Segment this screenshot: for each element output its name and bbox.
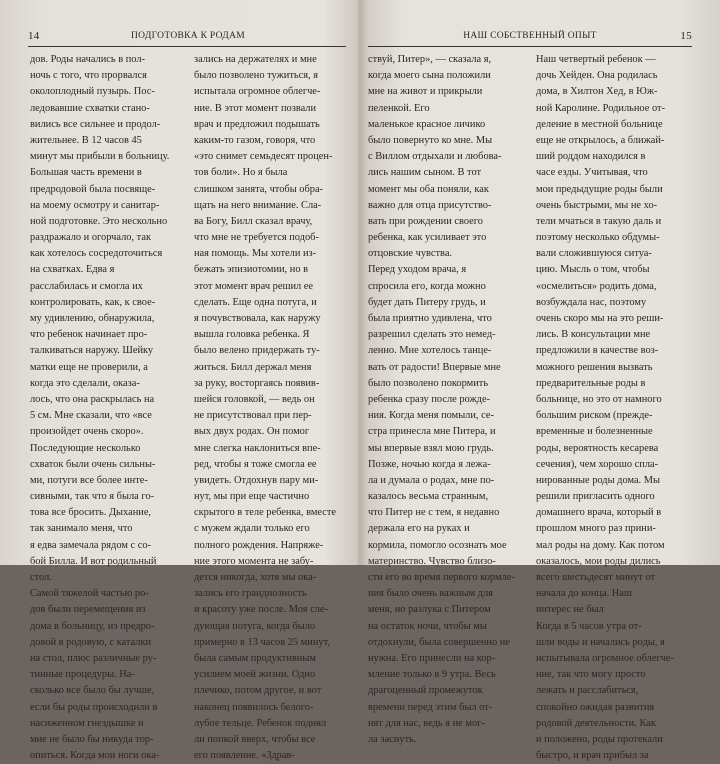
text-line: лись. В консультации мне — [536, 329, 651, 341]
text-line: шейся головкой, — ведь он — [194, 393, 315, 405]
text-line: я едва замечала рядом с со- — [30, 539, 151, 551]
right-page — [360, 0, 720, 762]
text-line: будет дать Питеру грудь, и — [368, 296, 486, 308]
text-line: ледовавшие схватки стано- — [30, 102, 150, 114]
text-line: когда это сделали, оказа- — [30, 377, 140, 389]
text-line: ми, потуги все более инте- — [30, 474, 148, 486]
right-page-number: 15 — [680, 30, 692, 42]
text-line: его появление. «Здрав- — [194, 750, 295, 762]
text-line: нужна. Его принесли на кор- — [368, 652, 496, 664]
text-line: стра принесла мне Питера, и — [368, 426, 496, 438]
text-line: начала до конца. Наш — [536, 588, 632, 600]
text-line: «это снимет семьдесят процен- — [194, 151, 333, 163]
text-line: было повернуто ко мне. Мы — [368, 134, 493, 146]
text-line: было позволено тужиться, я — [194, 70, 318, 82]
text-line: деление в местной больнице — [536, 118, 663, 130]
text-line: меня, но разлука с Питером — [368, 604, 491, 616]
text-line: родовой деятельности. Как — [536, 717, 656, 729]
text-line: мление только в 9 утра. Весь — [368, 669, 496, 681]
text-line: насиженном гнездышке и — [30, 717, 144, 729]
text-line: сивными, так что я была го- — [30, 491, 154, 503]
text-line: скрытого в теле ребенка, вместе — [194, 507, 337, 519]
text-line: быстро, и врач прибыл за — [536, 750, 649, 762]
text-line: Самой тяжелой частью ро- — [30, 588, 149, 600]
text-line: когда моего сына положили — [368, 70, 491, 82]
text-line: вать при рождении своего — [368, 215, 483, 227]
text-line: не присутствовал при пер- — [194, 410, 312, 422]
text-line: произойдет очень скоро». — [30, 426, 144, 438]
text-line: на схватках. Едва я — [30, 264, 115, 276]
text-line: бой Билла. И вот родильный — [30, 555, 157, 567]
text-line: нированные роды дома. Мы — [536, 474, 660, 486]
text-line: Большая часть времени в — [30, 167, 142, 179]
text-line: так занимало меня, что — [30, 523, 133, 535]
text-line: предварительные роды в — [536, 377, 646, 389]
text-line: испытала огромное облегче- — [194, 86, 321, 98]
text-line: очень быстрыми, мы не хо- — [536, 199, 658, 211]
left-header-rule — [28, 46, 346, 47]
text-line: сколько все было бы лучше, — [30, 685, 155, 697]
text-line: ной подготовке. Это нескольно — [30, 215, 168, 227]
text-line: ли попкой вверх, чтобы все — [194, 733, 316, 745]
text-line: было позволено покормить — [368, 377, 489, 389]
text-line: с мужем ждали только его — [194, 523, 310, 535]
right-column-2 — [536, 52, 696, 764]
text-line: спокойно ожидая развития — [536, 701, 655, 713]
text-line: еще не открылось, а ближай- — [536, 134, 665, 146]
text-line: расслабилась и смогла их — [30, 280, 143, 292]
text-line: с Виллом отдыхали и любова- — [368, 151, 502, 163]
text-line: житься. Билл держал меня — [194, 361, 312, 373]
text-line: решили пригласить одного — [536, 491, 655, 503]
text-line: всего шестьдесят минут от — [536, 572, 656, 583]
text-line: часе езды. Учитывая, что — [536, 167, 648, 179]
text-line: полного рождения. Напряже- — [194, 539, 324, 551]
text-line: ния. Когда меня помыли, се- — [368, 410, 494, 422]
left-page-number: 14 — [28, 30, 40, 42]
right-header-rule — [368, 46, 692, 47]
text-line: ствуй, Питер», — сказала я, — [368, 54, 492, 65]
text-line: оказалось, мои роды дились — [536, 555, 661, 567]
text-line: раздражало и огорчало, так — [30, 232, 151, 244]
text-line: усилием моей жизни. Одно — [194, 669, 316, 681]
text-line: мои предыдущие роды были — [536, 183, 663, 195]
text-line: ребенка сразу после рожде- — [368, 393, 491, 405]
text-line: вали сложившуюся ситуа- — [536, 248, 652, 260]
text-line: зались на держателях и мне — [194, 54, 317, 65]
text-line: слишком занята, чтобы обра- — [194, 183, 324, 195]
text-line: Когда в 5 часов утра от- — [536, 620, 642, 632]
text-line: и положено, роды протекали — [536, 733, 663, 745]
text-line: этот момент врач решил ее — [194, 280, 314, 292]
text-line: на остаток ночи, чтобы мы — [368, 620, 487, 632]
text-line: разрешил сделать это немед- — [368, 329, 496, 341]
text-line: интерес не был — [536, 604, 604, 616]
text-line: держала его на руках и — [368, 523, 470, 535]
text-line: пеленкой. Его — [368, 102, 430, 114]
text-line: домашнего врача, который в — [536, 507, 662, 519]
left-page — [0, 0, 358, 762]
text-line: тов боли». Но я была — [194, 167, 288, 179]
text-line: сечения), чем хорошо спла- — [536, 458, 659, 470]
text-line: лось, что она раскрылась на — [30, 393, 155, 405]
text-line: казалось весьма странным, — [368, 491, 489, 503]
text-line: ние этого момента не забу- — [194, 555, 314, 567]
text-line: ший роддом находился в — [536, 151, 646, 163]
text-line: схваток были очень сильны- — [30, 458, 156, 470]
text-line: вышла головка ребенка. Я — [194, 329, 310, 341]
text-line: Перед уходом врача, я — [368, 264, 467, 276]
left-column-1 — [30, 52, 190, 764]
text-line: как хотелось сосредоточиться — [30, 248, 163, 260]
text-line: талкиваться наружу. Шейку — [30, 345, 154, 357]
text-line: щать на него внимание. Сла- — [194, 199, 322, 211]
text-line: времени перед этим был от- — [368, 701, 493, 713]
text-line: жительнее. В 12 часов 45 — [30, 134, 142, 146]
text-line: ребенка, как усиливает это — [368, 232, 487, 244]
text-line: опиться. Когда мои ноги ока- — [30, 750, 160, 762]
text-line: нят для нас, ведь я не мог- — [368, 717, 485, 729]
text-line: шли воды и начались роды, я — [536, 636, 665, 648]
text-line: отдохнули, была совершенно не — [368, 636, 510, 648]
text-line: «осмелиться» родить дома, — [536, 280, 657, 292]
text-line: дов. Роды начались в пол- — [30, 54, 146, 65]
text-line: му удивлению, обнаружила, — [30, 313, 155, 324]
text-line: за руку, восторгаясь появив- — [194, 377, 320, 389]
text-line: Позже, ночью когда я лежа- — [368, 458, 491, 470]
right-column-1 — [368, 52, 528, 748]
text-line: ла и думала о родах, мне по- — [368, 474, 495, 486]
text-line: тели мчаться в такую даль и — [536, 215, 662, 227]
text-line: лежать и расслабиться, — [536, 685, 639, 697]
text-line: дется никогда, хотя мы ока- — [194, 572, 317, 583]
text-line: зались его грандиозность — [194, 588, 307, 600]
text-line: испытывала огромное облегче- — [536, 652, 675, 664]
text-line: Наш четвертый ребенок — — [536, 54, 656, 65]
text-line: вились все сильнее и продол- — [30, 118, 161, 130]
text-line: кормила, помогло осознать мое — [368, 539, 507, 551]
text-line: това все бросить. Дыхание, — [30, 507, 152, 519]
text-line: спросила его, когда можно — [368, 280, 486, 292]
text-line: ния было очень важным для — [368, 588, 493, 600]
text-line: можного решения вызвать — [536, 361, 653, 373]
text-line: дома, в Хилтон Хед, в Юж- — [536, 86, 658, 98]
text-line: предродовой была посвяще- — [30, 183, 156, 195]
text-line: лубое тельце. Ребенок поднял — [194, 717, 327, 729]
text-line: ночь с того, что прорвался — [30, 70, 147, 82]
right-running-head: НАШ СОБСТВЕННЫЙ ОПЫТ — [463, 31, 597, 41]
text-line: дочь Хейден. Она родилась — [536, 70, 658, 82]
text-line: я почувствовала, как наружу — [194, 313, 321, 324]
text-line: врач и предложил подышать — [194, 118, 320, 130]
text-line: что Питер не с тем, я недавно — [368, 507, 500, 519]
text-line: если бы роды происходили в — [30, 701, 158, 713]
text-line: большим риском (прежде- — [536, 410, 653, 422]
text-line: на моему осмотру и санитар- — [30, 199, 160, 211]
text-line: бежать эпизиотомии, но в — [194, 264, 309, 276]
text-line: околоплодный пузырь. Пос- — [30, 86, 155, 98]
text-line: примерно в 13 часов 25 минут, — [194, 636, 330, 648]
text-line: лись нашим сыном. В тот — [368, 167, 482, 179]
text-line: была приятно удивлена, что — [368, 313, 492, 324]
text-line: нут, мы при еще частично — [194, 491, 310, 503]
text-line: дующая потуга, когда было — [194, 620, 316, 632]
text-line: каким-то газом, говоря, что — [194, 134, 316, 146]
text-line: ред, чтобы я тоже смогла ее — [194, 458, 317, 470]
text-line: сти его во время первого кормле- — [368, 572, 515, 583]
text-line: сделать. Еще одна потуга, и — [194, 296, 317, 308]
text-line: материнство. Чувство близо- — [368, 555, 496, 567]
text-line: важно для отца присутство- — [368, 199, 492, 211]
text-line: ва Богу, Билл сказал врачу, — [194, 215, 313, 227]
text-line: ная помощь. Мы хотели из- — [194, 248, 317, 260]
text-line: и красоту уже после. Моя сле- — [194, 604, 329, 616]
text-line: плечико, потом другое, и вот — [194, 685, 322, 697]
text-line: мне слегка наклониться впе- — [194, 442, 321, 454]
left-page-header — [28, 30, 348, 46]
text-line: что ребенок начинает про- — [30, 329, 148, 341]
text-line: было велено придержать ту- — [194, 345, 320, 357]
text-line: вых двух родах. Он помог — [194, 426, 310, 438]
text-line: минут мы прибыли в больницу. — [30, 151, 170, 163]
text-line: на стол, плюс различные ру- — [30, 652, 157, 664]
text-line: дома в больницу, из предро- — [30, 620, 155, 632]
text-line: наконец появилось белого- — [194, 701, 314, 713]
text-line: цию. Мысль о том, чтобы — [536, 264, 650, 276]
text-line: контролировать, как, к свое- — [30, 296, 156, 308]
right-page-header — [368, 30, 692, 46]
text-line: мне не было бы никуда тор- — [30, 733, 154, 745]
text-line: стол. — [30, 572, 52, 583]
text-line: матки еще не проверили, а — [30, 361, 148, 373]
text-line: ленно. Мне хотелось танце- — [368, 345, 492, 357]
text-line: мал роды на дому. Как потом — [536, 539, 665, 551]
text-line: мы впервые взял мою грудь. — [368, 442, 494, 454]
text-line: 5 см. Мне сказали, что «все — [30, 410, 152, 422]
text-line: предложили в качестве воз- — [536, 345, 659, 357]
text-line: ной Каролине. Родильное от- — [536, 102, 666, 114]
text-line: вать от радости! Впервые мне — [368, 361, 501, 373]
text-line: довой в родовую, с каталки — [30, 636, 152, 648]
text-line: роды, вероятность кесарева — [536, 442, 659, 454]
text-line: возбуждала нас, поэтому — [536, 296, 647, 308]
text-line: поэтому несколько обдумы- — [536, 232, 660, 244]
text-line: момент мы оба поняли, как — [368, 183, 489, 195]
text-line: ла заснуть. — [368, 733, 417, 745]
text-line: Последующие несколько — [30, 442, 141, 454]
text-line: отцовские чувства. — [368, 248, 453, 260]
left-running-head: ПОДГОТОВКА К РОДАМ — [131, 31, 245, 41]
text-line: драгоценный промежуток — [368, 685, 483, 697]
text-line: была самым продуктивным — [194, 652, 316, 664]
text-line: временные и болезненные — [536, 426, 653, 438]
text-line: прошлом много раз прини- — [536, 523, 656, 535]
text-line: маленькое красное личико — [368, 118, 486, 130]
text-line: тинные процедуры. На- — [30, 669, 135, 681]
text-line: больнице, но это от намного — [536, 393, 662, 405]
text-line: что мне не требуется подоб- — [194, 232, 319, 244]
text-line: дов были перемещения из — [30, 604, 146, 616]
text-line: ние, так что могу просто — [536, 669, 646, 681]
text-line: ние. В этот момент позвали — [194, 102, 317, 114]
left-column-2 — [194, 52, 354, 764]
text-line: очень скоро мы на это реши- — [536, 313, 664, 324]
text-line: увидеть. Отдохнув пару ми- — [194, 474, 319, 486]
text-line: мне на живот и прикрыли — [368, 86, 483, 98]
